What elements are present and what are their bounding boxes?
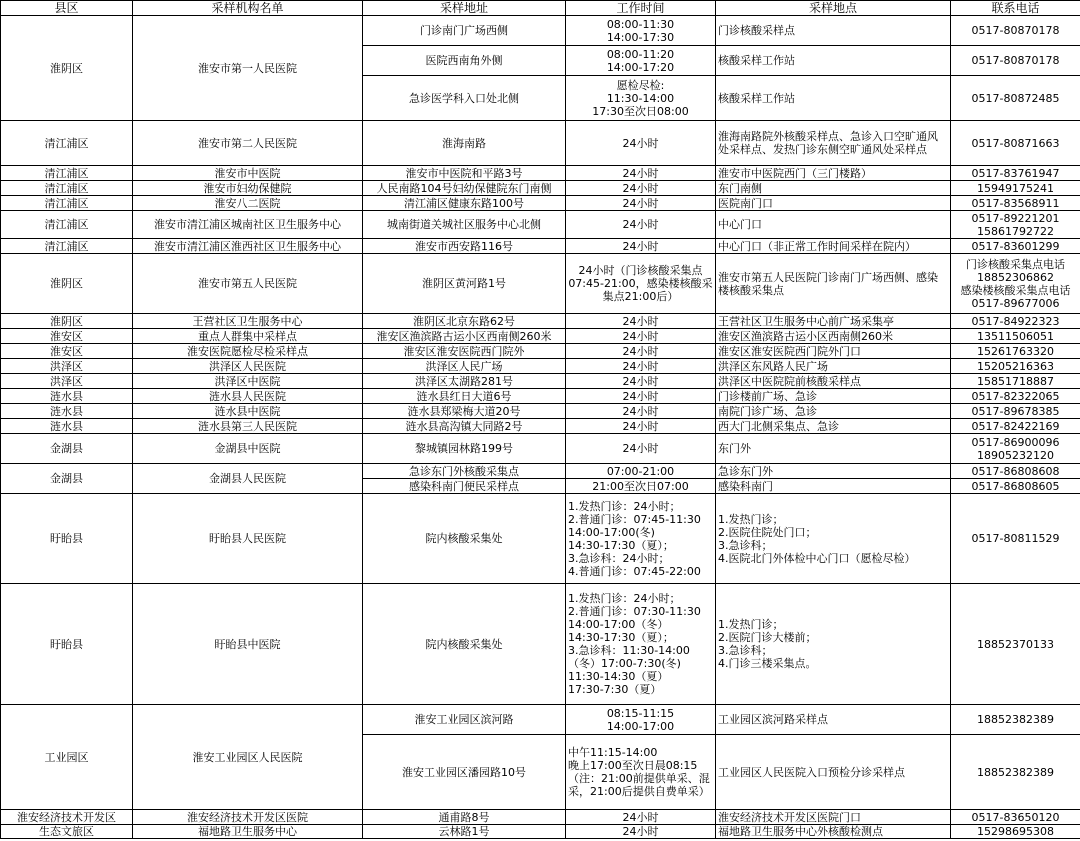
- table-row: [1, 196, 1080, 211]
- table-row: [1, 359, 1080, 374]
- phone-cell: 0517-80870178: [951, 46, 1080, 76]
- table-row: [1, 705, 1080, 735]
- org-cell: 淮安市第一人民医院: [133, 16, 363, 121]
- phone-cell: 15949175241: [951, 181, 1080, 196]
- table-row: [1, 810, 1080, 825]
- org-cell: 涟水县中医院: [133, 404, 363, 419]
- location-cell: 感染科南门: [716, 479, 951, 494]
- phone-cell: 0517-83601299: [951, 239, 1080, 254]
- location-cell: 中心门口: [716, 211, 951, 239]
- location-cell: 淮安区渔滨路古运小区西南侧260米: [716, 329, 951, 344]
- location-cell: 医院南门口: [716, 196, 951, 211]
- table-row: [1, 404, 1080, 419]
- table-row: [1, 181, 1080, 196]
- hours-cell: 08:00-11:30 14:00-17:30: [566, 16, 716, 46]
- location-cell: 1.发热门诊； 2.医院门诊大楼前； 3.急诊科； 4.门诊三楼采集点。: [716, 584, 951, 705]
- col-phone: 联系电话: [951, 1, 1080, 16]
- location-cell: 淮海南路院外核酸采样点、急诊入口空旷通风处采样点、发热门诊东侧空旷通风处采样点: [716, 121, 951, 166]
- location-cell: 门诊楼前广场、急诊: [716, 389, 951, 404]
- phone-cell: 0517-89221201 15861792722: [951, 211, 1080, 239]
- location-cell: 福地路卫生服务中心外核酸检测点: [716, 825, 951, 839]
- phone-cell: 18852382389: [951, 735, 1080, 810]
- address-cell: 院内核酸采集处: [363, 584, 566, 705]
- org-cell: 洪泽区人民医院: [133, 359, 363, 374]
- district-cell: 淮阴区: [1, 254, 133, 314]
- address-cell: 清江浦区健康东路100号: [363, 196, 566, 211]
- district-cell: 金湖县: [1, 434, 133, 464]
- location-cell: 洪泽区中医院院前核酸采样点: [716, 374, 951, 389]
- hours-cell: 07:00-21:00: [566, 464, 716, 479]
- hours-cell: 中午11:15-14:00 晚上17:00至次日晨08:15（注：21:00前提供单采、混采，21:00后提供自费单采）: [566, 735, 716, 810]
- hours-cell: 08:15-11:15 14:00-17:00: [566, 705, 716, 735]
- phone-cell: 0517-80870178: [951, 16, 1080, 46]
- hours-cell: 24小时: [566, 344, 716, 359]
- table-row: [1, 16, 1080, 46]
- location-cell: 核酸采样工作站: [716, 76, 951, 121]
- district-cell: 涟水县: [1, 419, 133, 434]
- location-cell: 门诊核酸采样点: [716, 16, 951, 46]
- org-cell: 盱眙县中医院: [133, 584, 363, 705]
- hours-cell: 24小时: [566, 121, 716, 166]
- col-address: 采样地址: [363, 1, 566, 16]
- phone-cell: 0517-86808608: [951, 464, 1080, 479]
- address-cell: 云林路1号: [363, 825, 566, 839]
- phone-cell: 15205216363: [951, 359, 1080, 374]
- table-row: [1, 254, 1080, 314]
- district-cell: 金湖县: [1, 464, 133, 494]
- phone-cell: 15298695308: [951, 825, 1080, 839]
- phone-cell: 15851718887: [951, 374, 1080, 389]
- org-cell: 淮安市清江浦区淮西社区卫生服务中心: [133, 239, 363, 254]
- hours-cell: 24小时: [566, 239, 716, 254]
- location-cell: 1.发热门诊； 2.医院住院处门口； 3.急诊科； 4.医院北门外体检中心门口（愿检尽检）: [716, 494, 951, 584]
- address-cell: 洪泽区太湖路281号: [363, 374, 566, 389]
- hours-cell: 24小时: [566, 825, 716, 839]
- district-cell: 盱眙县: [1, 584, 133, 705]
- district-cell: 洪泽区: [1, 374, 133, 389]
- address-cell: 涟水县红日大道6号: [363, 389, 566, 404]
- address-cell: 淮阴区北京东路62号: [363, 314, 566, 329]
- hours-cell: 24小时: [566, 329, 716, 344]
- address-cell: 急诊医学科入口处北侧: [363, 76, 566, 121]
- hours-cell: 24小时: [566, 359, 716, 374]
- table-row: [1, 434, 1080, 464]
- phone-cell: 0517-84922323: [951, 314, 1080, 329]
- address-cell: 淮安工业园区潘园路10号: [363, 735, 566, 810]
- hours-cell: 24小时: [566, 404, 716, 419]
- phone-cell: 0517-80872485: [951, 76, 1080, 121]
- address-cell: 院内核酸采集处: [363, 494, 566, 584]
- hours-cell: 24小时: [566, 810, 716, 825]
- phone-cell: 18852382389: [951, 705, 1080, 735]
- location-cell: 工业园区滨河路采样点: [716, 705, 951, 735]
- phone-cell: 13511506051: [951, 329, 1080, 344]
- phone-cell: 15261763320: [951, 344, 1080, 359]
- phone-cell: 0517-80811529: [951, 494, 1080, 584]
- district-cell: 生态文旅区: [1, 825, 133, 839]
- district-cell: 清江浦区: [1, 181, 133, 196]
- hours-cell: 24小时: [566, 374, 716, 389]
- hours-cell: 08:00-11:20 14:00-17:20: [566, 46, 716, 76]
- hours-cell: 24小时: [566, 211, 716, 239]
- location-cell: 急诊东门外: [716, 464, 951, 479]
- org-cell: 淮安工业园区人民医院: [133, 705, 363, 810]
- org-cell: 福地路卫生服务中心: [133, 825, 363, 839]
- hours-cell: 24小时: [566, 166, 716, 181]
- table-row: [1, 419, 1080, 434]
- org-cell: 金湖县人民医院: [133, 464, 363, 494]
- location-cell: 淮安经济技术开发区医院门口: [716, 810, 951, 825]
- phone-cell: 0517-82322065: [951, 389, 1080, 404]
- district-cell: 涟水县: [1, 404, 133, 419]
- address-cell: 淮安区淮安医院西门院外: [363, 344, 566, 359]
- address-cell: 城南街道关城社区服务中心北侧: [363, 211, 566, 239]
- hours-cell: 1.发热门诊：24小时； 2.普通门诊：07:45-11:30 14:00-17:00(冬) 14:30-17:30（夏）； 3.急诊科：24小时； 4.普通门诊：07:45-22:00: [566, 494, 716, 584]
- district-cell: 淮安经济技术开发区: [1, 810, 133, 825]
- hours-cell: 24小时: [566, 181, 716, 196]
- phone-cell: 0517-83761947: [951, 166, 1080, 181]
- address-cell: 涟水县郑梁梅大道20号: [363, 404, 566, 419]
- org-cell: 涟水县人民医院: [133, 389, 363, 404]
- location-cell: 东门外: [716, 434, 951, 464]
- org-cell: 淮安市第五人民医院: [133, 254, 363, 314]
- address-cell: 淮阴区黄河路1号: [363, 254, 566, 314]
- table-row: [1, 344, 1080, 359]
- district-cell: 淮安区: [1, 344, 133, 359]
- address-cell: 淮海南路: [363, 121, 566, 166]
- hours-cell: 愿检尽检: 11:30-14:00 17:30至次日08:00: [566, 76, 716, 121]
- col-hours: 工作时间: [566, 1, 716, 16]
- location-cell: 淮安市第五人民医院门诊南门广场西侧、感染楼核酸采集点: [716, 254, 951, 314]
- district-cell: 涟水县: [1, 389, 133, 404]
- org-cell: 金湖县中医院: [133, 434, 363, 464]
- location-cell: 东门南侧: [716, 181, 951, 196]
- phone-cell: 0517-86900096 18905232120: [951, 434, 1080, 464]
- org-cell: 淮安经济技术开发区医院: [133, 810, 363, 825]
- location-cell: 洪泽区东风路人民广场: [716, 359, 951, 374]
- org-cell: 涟水县第三人民医院: [133, 419, 363, 434]
- district-cell: 工业园区: [1, 705, 133, 810]
- table-row: [1, 584, 1080, 705]
- table-row: [1, 329, 1080, 344]
- table-row: [1, 374, 1080, 389]
- address-cell: 感染科南门便民采样点: [363, 479, 566, 494]
- hours-cell: 21:00至次日07:00: [566, 479, 716, 494]
- address-cell: 急诊东门外核酸采集点: [363, 464, 566, 479]
- district-cell: 清江浦区: [1, 211, 133, 239]
- org-cell: 淮安市中医院: [133, 166, 363, 181]
- table-row: [1, 494, 1080, 584]
- location-cell: 淮安市中医院西门（三门楼路）: [716, 166, 951, 181]
- org-cell: 重点人群集中采样点: [133, 329, 363, 344]
- address-cell: 淮安工业园区滨河路: [363, 705, 566, 735]
- address-cell: 通甫路8号: [363, 810, 566, 825]
- hours-cell: 24小时: [566, 434, 716, 464]
- phone-cell: 0517-83568911: [951, 196, 1080, 211]
- phone-cell: 0517-83650120: [951, 810, 1080, 825]
- district-cell: 淮阴区: [1, 16, 133, 121]
- org-cell: 淮安医院愿检尽检采样点: [133, 344, 363, 359]
- location-cell: 淮安区淮安医院西门院外门口: [716, 344, 951, 359]
- location-cell: 中心门口（非正常工作时间采样在院内）: [716, 239, 951, 254]
- col-org: 采样机构名单: [133, 1, 363, 16]
- phone-cell: 门诊核酸采集点电话18852306862 感染楼核酸采集点电话0517-89677006: [951, 254, 1080, 314]
- district-cell: 洪泽区: [1, 359, 133, 374]
- org-cell: 淮安八二医院: [133, 196, 363, 211]
- org-cell: 王营社区卫生服务中心: [133, 314, 363, 329]
- address-cell: 淮安市中医院和平路3号: [363, 166, 566, 181]
- district-cell: 清江浦区: [1, 196, 133, 211]
- table-row: [1, 314, 1080, 329]
- address-cell: 涟水县高沟镇大同路2号: [363, 419, 566, 434]
- table-row: [1, 389, 1080, 404]
- table-row: [1, 239, 1080, 254]
- address-cell: 洪泽区人民广场: [363, 359, 566, 374]
- hours-cell: 24小时（门诊核酸采集点07:45-21:00，感染楼核酸采集点21:00后）: [566, 254, 716, 314]
- table-row: [1, 464, 1080, 479]
- org-cell: 盱眙县人民医院: [133, 494, 363, 584]
- hours-cell: 24小时: [566, 389, 716, 404]
- phone-cell: 18852370133: [951, 584, 1080, 705]
- district-cell: 清江浦区: [1, 166, 133, 181]
- location-cell: 核酸采样工作站: [716, 46, 951, 76]
- header-row: [1, 1, 1080, 16]
- org-cell: 淮安市清江浦区城南社区卫生服务中心: [133, 211, 363, 239]
- address-cell: 淮安区渔滨路古运小区西南侧260米: [363, 329, 566, 344]
- address-cell: 黎城镇园林路199号: [363, 434, 566, 464]
- address-cell: 人民南路104号妇幼保健院东门南侧: [363, 181, 566, 196]
- location-cell: 南院门诊广场、急诊: [716, 404, 951, 419]
- hours-cell: 24小时: [566, 419, 716, 434]
- org-cell: 洪泽区中医院: [133, 374, 363, 389]
- hours-cell: 24小时: [566, 314, 716, 329]
- district-cell: 盱眙县: [1, 494, 133, 584]
- district-cell: 清江浦区: [1, 239, 133, 254]
- col-location: 采样地点: [716, 1, 951, 16]
- table-row: [1, 825, 1080, 839]
- location-cell: 西大门北侧采集点、急诊: [716, 419, 951, 434]
- district-cell: 清江浦区: [1, 121, 133, 166]
- table-row: [1, 121, 1080, 166]
- address-cell: 医院西南角外侧: [363, 46, 566, 76]
- col-district: 县区: [1, 1, 133, 16]
- district-cell: 淮阴区: [1, 314, 133, 329]
- phone-cell: 0517-82422169: [951, 419, 1080, 434]
- location-cell: 工业园区人民医院入口预检分诊采样点: [716, 735, 951, 810]
- address-cell: 门诊南门广场西侧: [363, 16, 566, 46]
- org-cell: 淮安市妇幼保健院: [133, 181, 363, 196]
- district-cell: 淮安区: [1, 329, 133, 344]
- table-row: [1, 211, 1080, 239]
- hours-cell: 1.发热门诊：24小时； 2.普通门诊：07:30-11:30 14:00-17:00（冬） 14:30-17:30（夏）； 3.急诊科：11:30-14:00 （冬）17:00-7:30(冬) 11:30-14:30（夏） 17:30-7:30（夏）: [566, 584, 716, 705]
- hours-cell: 24小时: [566, 196, 716, 211]
- phone-cell: 0517-80871663: [951, 121, 1080, 166]
- org-cell: 淮安市第二人民医院: [133, 121, 363, 166]
- table-row: [1, 166, 1080, 181]
- address-cell: 淮安市西安路116号: [363, 239, 566, 254]
- phone-cell: 0517-89678385: [951, 404, 1080, 419]
- phone-cell: 0517-86808605: [951, 479, 1080, 494]
- location-cell: 王营社区卫生服务中心前广场采集亭: [716, 314, 951, 329]
